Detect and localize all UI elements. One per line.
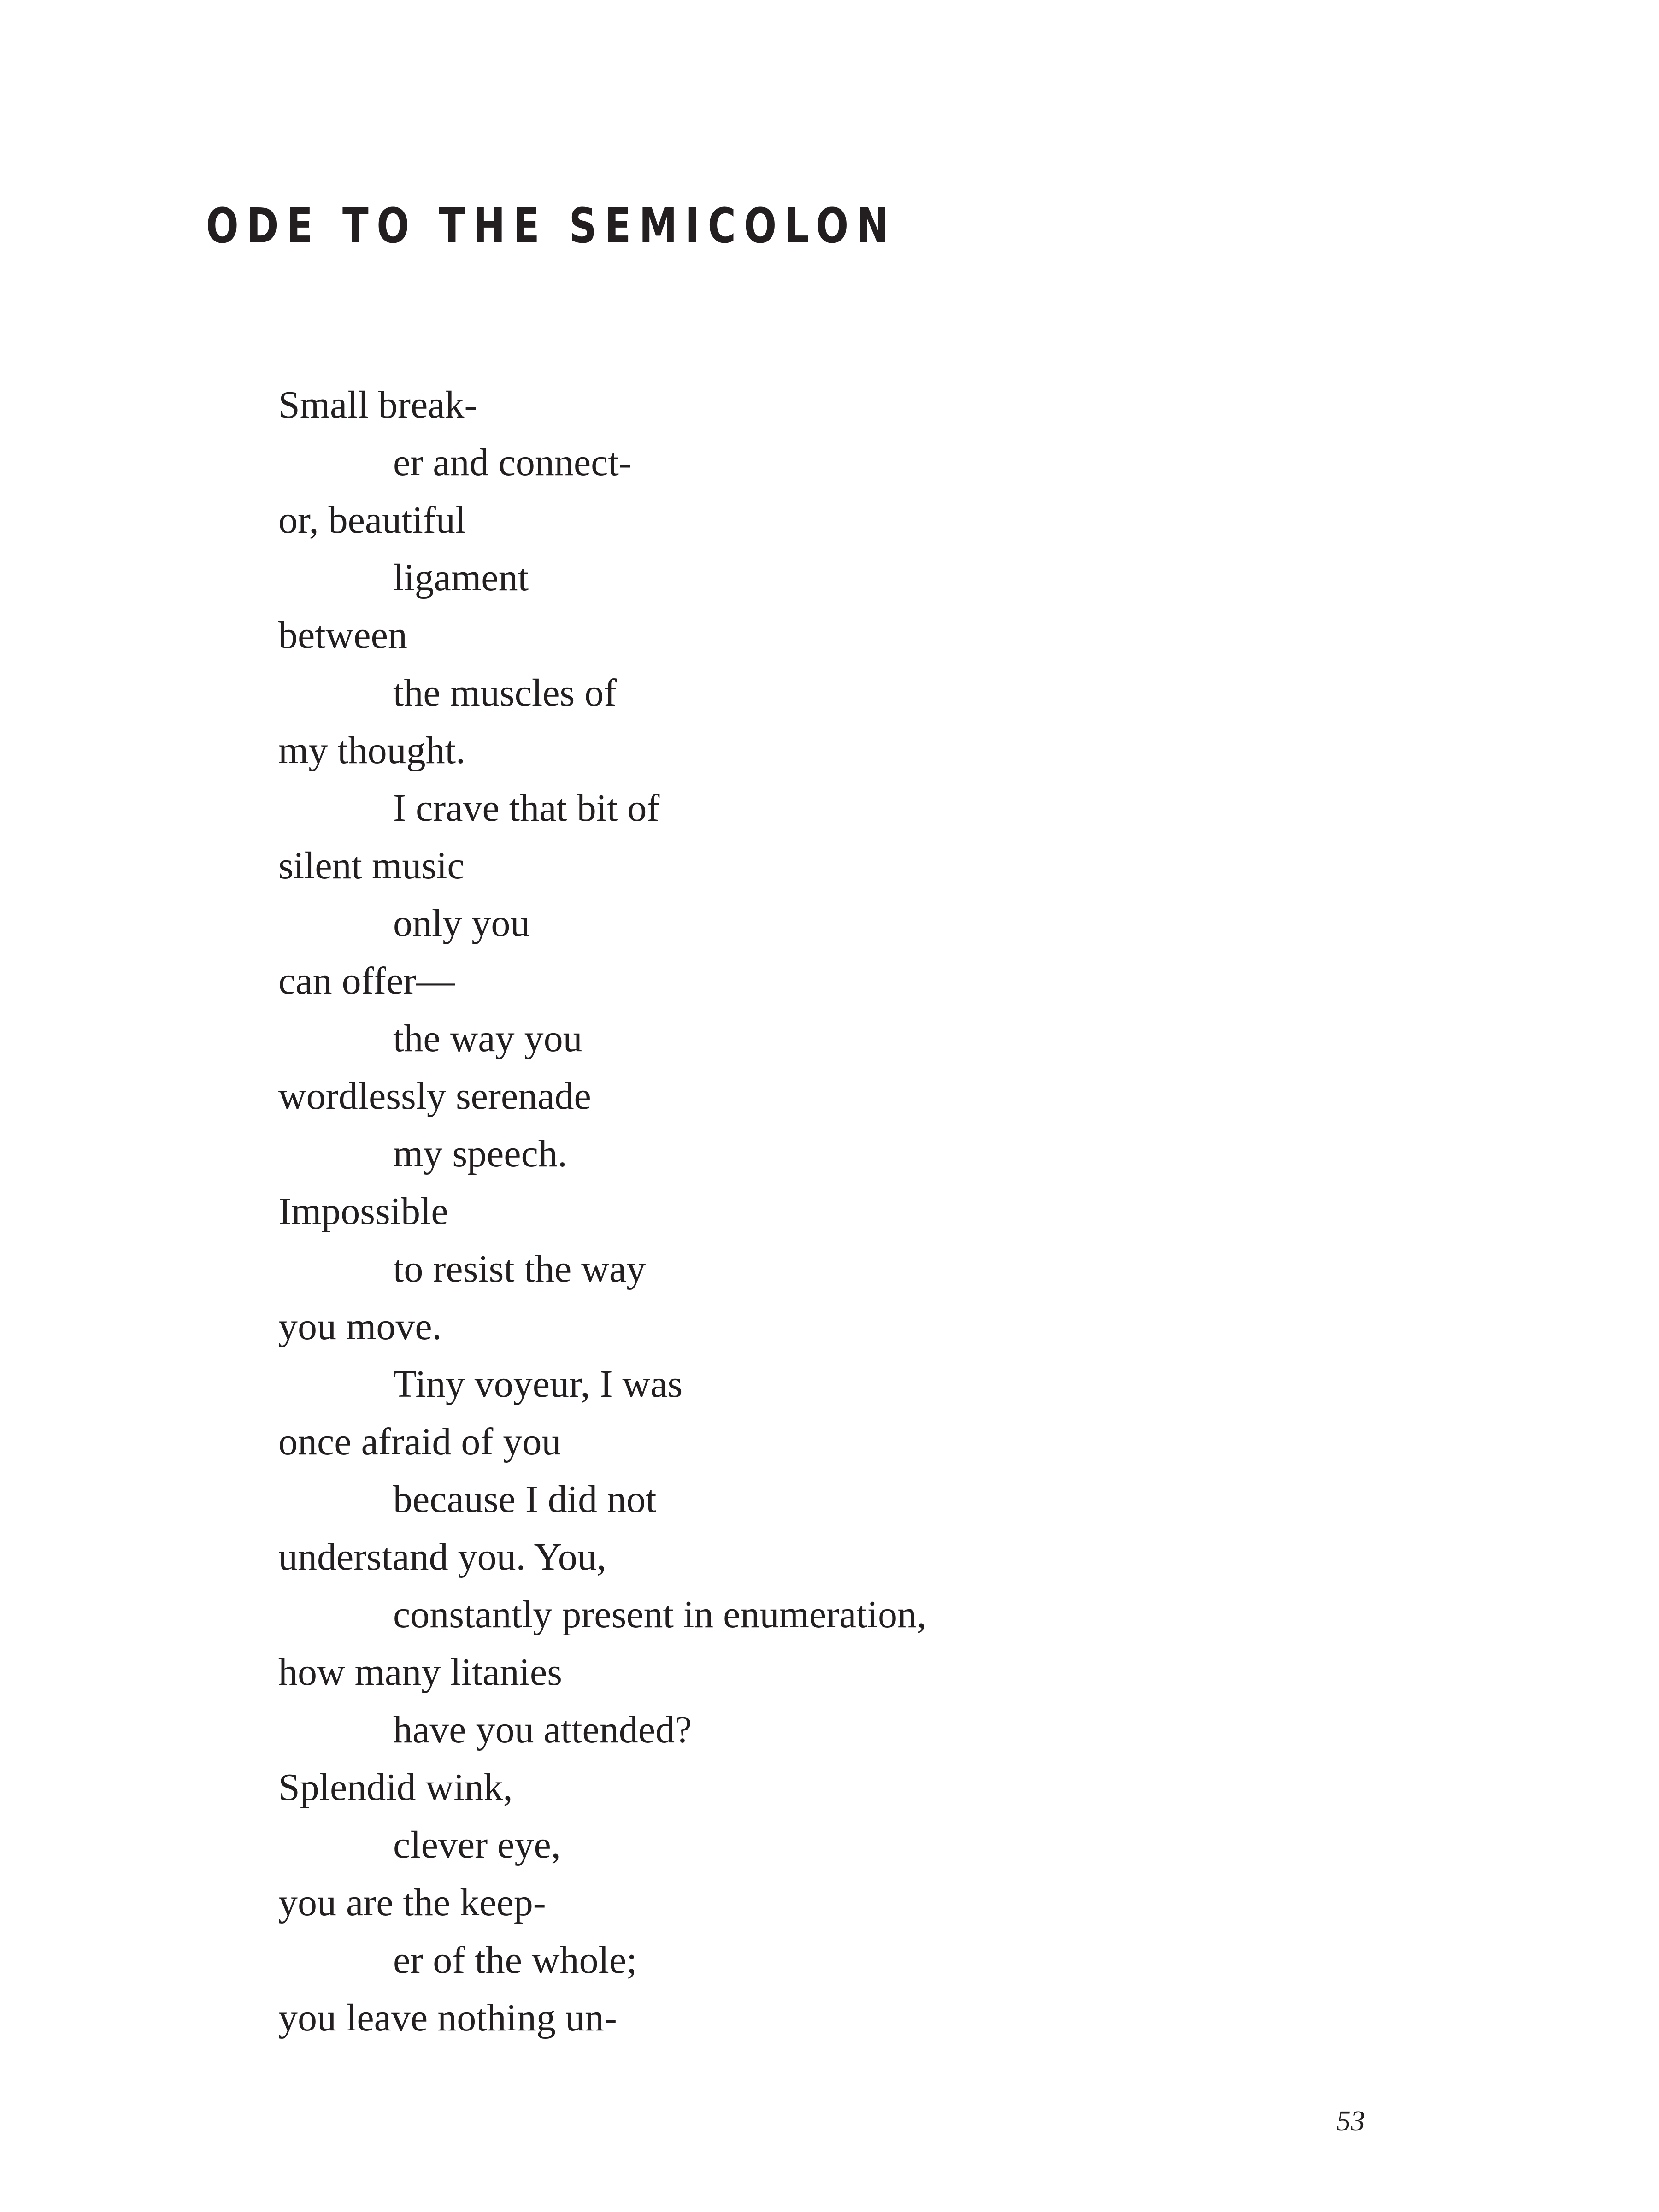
poem-line: to resist the way xyxy=(393,1247,646,1290)
poem-line: because I did not xyxy=(393,1478,657,1521)
poem-line: er of the whole; xyxy=(393,1939,637,1982)
poem-line: Tiny voyeur, I was xyxy=(393,1363,683,1406)
poem-line: the way you xyxy=(393,1017,582,1060)
poem-line: constantly present in enumeration, xyxy=(393,1593,927,1636)
poem-line: Small break- xyxy=(278,383,477,426)
poem-line: my speech. xyxy=(393,1132,567,1175)
poem-line: between xyxy=(278,614,407,657)
poem-line: Splendid wink, xyxy=(278,1766,513,1809)
poem-line: the muscles of xyxy=(393,671,617,714)
poem-line: ligament xyxy=(393,556,529,599)
poem-line: can offer— xyxy=(278,959,455,1002)
poem-line: or, beautiful xyxy=(278,499,466,541)
poem-line: wordlessly serenade xyxy=(278,1075,591,1118)
poem-line: you are the keep- xyxy=(278,1881,546,1924)
poem-line: understand you. You, xyxy=(278,1535,606,1578)
poem-line: I crave that bit of xyxy=(393,787,660,830)
page-number: 53 xyxy=(1336,2106,1365,2137)
poem-line: my thought. xyxy=(278,729,466,772)
poem-line: only you xyxy=(393,902,530,945)
poem-line: silent music xyxy=(278,844,465,887)
poem-line: how many litanies xyxy=(278,1651,562,1694)
poem-line: Impossible xyxy=(278,1190,448,1233)
poem-line: clever eye, xyxy=(393,1824,561,1866)
poem-line: have you attended? xyxy=(393,1708,692,1751)
poem-line: er and connect- xyxy=(393,441,632,484)
poem-line: once afraid of you xyxy=(278,1420,561,1463)
poem-title: ODE TO THE SEMICOLON xyxy=(206,198,897,254)
poem-line: you move. xyxy=(278,1305,442,1348)
poem-line: you leave nothing un- xyxy=(278,1996,617,2039)
